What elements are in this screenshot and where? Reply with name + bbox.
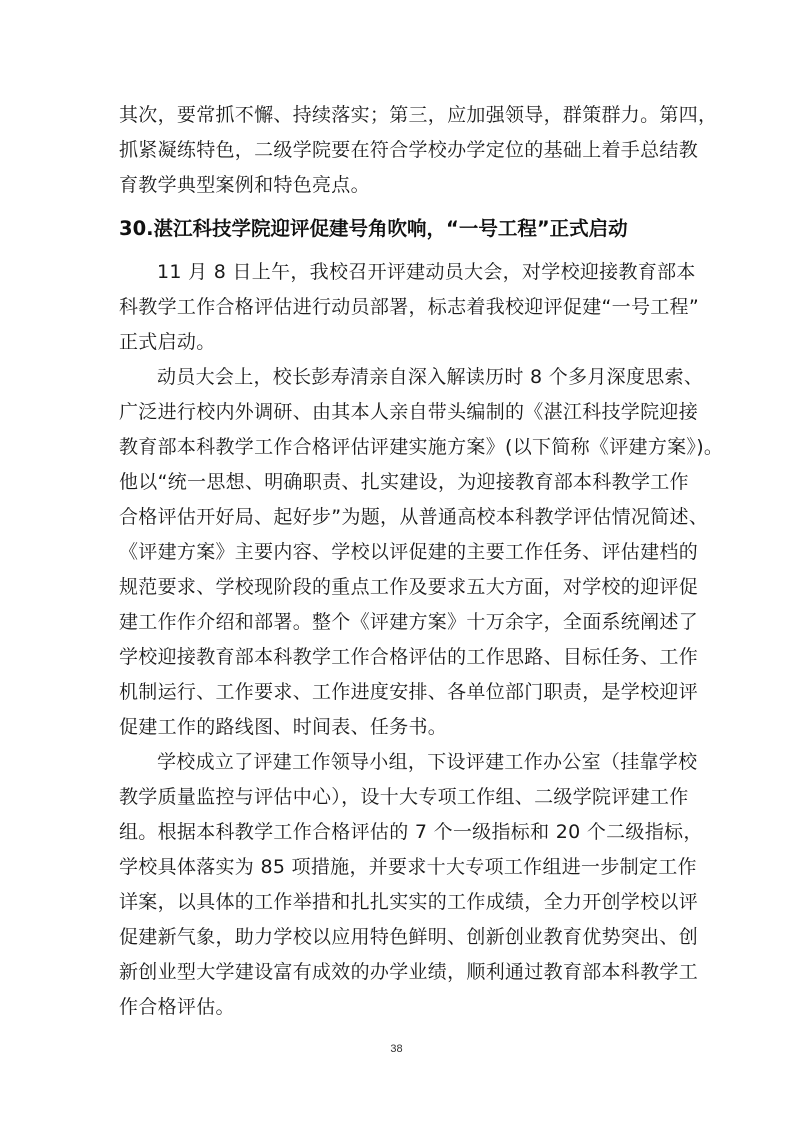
intro-paragraph	[119, 98, 718, 203]
text-line: 抓紧凝练特色，二级学院要在符合学校办学定位的基础上着手总结教	[119, 139, 699, 161]
text-line: 规范要求、学校现阶段的重点工作及要求五大方面，对学校的迎评促	[119, 576, 699, 598]
text-line: 《评建方案》主要内容、学校以评促建的主要工作任务、评估建档的	[119, 541, 699, 563]
text-line: 学校成立了评建工作领导小组，下设评建工作办公室（挂靠学校	[157, 751, 698, 773]
paragraph-3	[119, 745, 703, 1025]
text-line: 促建新气象，助力学校以应用特色鲜明、创新创业教育优势突出、创	[119, 926, 699, 948]
text-line: 教学质量监控与评估中心），设十大专项工作组、二级学院评建工作	[119, 786, 689, 808]
text-line: 详案，以具体的工作举措和扎扎实实的工作成绩，全力开创学校以评	[119, 891, 699, 913]
text-line: 合格评估开好局、起好步”为题，从普通高校本科教学评估情况简述、	[119, 506, 709, 528]
text-line: 建工作作介绍和部署。整个《评建方案》十万余字，全面系统阐述了	[119, 611, 699, 633]
text-line: 组。根据本科教学工作合格评估的 7 个一级指标和 20 个二级指标，	[119, 821, 703, 843]
text-line: 动员大会上，校长彭寿清亲自深入解读历时 8 个多月深度思索、	[157, 366, 704, 388]
page-content	[119, 98, 724, 1025]
text-line: 广泛进行校内外调研、由其本人亲自带头编制的《湛江科技学院迎接	[119, 401, 699, 423]
text-line: 科教学工作合格评估进行动员部署，标志着我校迎评促建“一号工程”	[119, 296, 699, 318]
text-line: 作合格评估。	[119, 996, 235, 1018]
paragraph-1	[119, 255, 699, 360]
text-line: 机制运行、工作要求、工作进度安排、各单位部门职责，是学校迎评	[119, 681, 699, 703]
text-line: 教育部本科教学工作合格评估评建实施方案》(以下简称《评建方案》)。	[119, 436, 724, 458]
text-line: 正式启动。	[119, 331, 216, 353]
paragraph-2	[119, 360, 724, 745]
text-line: 新创业型大学建设富有成效的办学业绩，顺利通过教育部本科教学工	[119, 961, 699, 983]
text-line: 育教学典型案例和特色亮点。	[119, 174, 370, 196]
text-line: 学校具体落实为 85 项措施，并要求十大专项工作组进一步制定工作	[119, 856, 697, 878]
text-line: 11 月 8 日上午，我校召开评建动员大会，对学校迎接教育部本	[157, 261, 696, 283]
section-heading: 30.湛江科技学院迎评促建号角吹响，“一号工程”正式启动	[119, 217, 628, 240]
text-line: 学校迎接教育部本科教学工作合格评估的工作思路、目标任务、工作	[119, 646, 699, 668]
page-number: 38	[390, 1043, 403, 1055]
text-line: 其次，要常抓不懈、持续落实；第三，应加强领导，群策群力。第四，	[119, 104, 718, 126]
text-line: 促建工作的路线图、时间表、任务书。	[119, 716, 448, 738]
text-line: 他以“统一思想、明确职责、扎实建设，为迎接教育部本科教学工作	[119, 471, 689, 493]
